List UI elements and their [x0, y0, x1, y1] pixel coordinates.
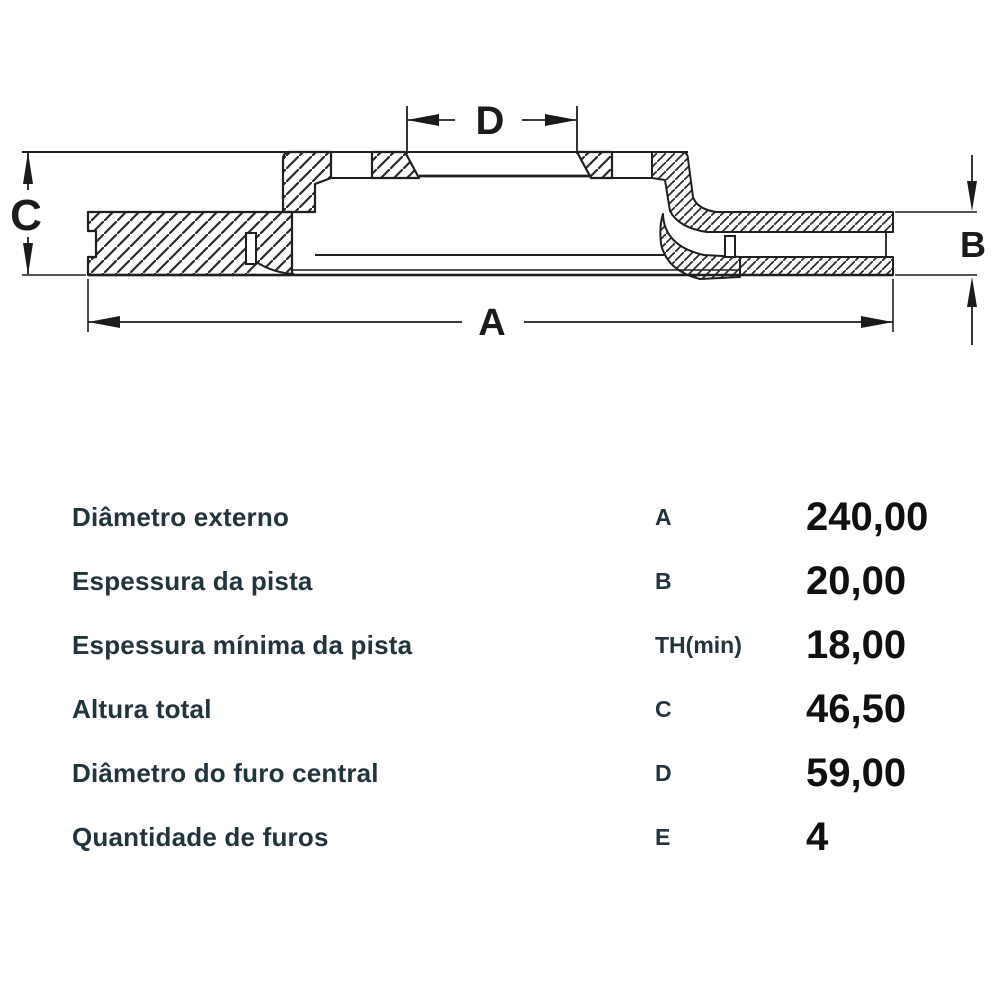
dimension-d: [407, 99, 577, 154]
spec-label: Espessura da pista: [72, 565, 313, 596]
right-section-shapes: [652, 152, 893, 279]
spec-value: 59,00: [806, 750, 907, 795]
spec-symbol: B: [655, 567, 672, 594]
arrow-left-icon: [407, 114, 439, 126]
dimension-c: [10, 152, 86, 275]
top-plate-right-segment: [577, 152, 612, 178]
spec-row: [0, 613, 1000, 677]
arrow-up-icon: [967, 277, 977, 307]
dim-label-b: B: [960, 224, 986, 265]
spec-value: 46,50: [806, 686, 907, 731]
top-plate-left-segment: [372, 152, 419, 178]
spec-value: 4: [806, 814, 829, 859]
spec-row: [0, 485, 1000, 549]
arrow-right-icon: [861, 316, 893, 328]
arrow-left-icon: [88, 316, 120, 328]
right-vane-edge: [725, 236, 735, 257]
spec-value: 18,00: [806, 622, 907, 667]
left-hub-wall-section: [283, 152, 331, 212]
spec-value: 20,00: [806, 558, 907, 603]
spec-row: [0, 805, 1000, 869]
spec-row: [0, 677, 1000, 741]
arrow-right-icon: [545, 114, 577, 126]
arrow-down-icon: [967, 181, 977, 211]
dim-label-c: C: [10, 191, 42, 240]
disc-section-shapes: [88, 152, 612, 275]
spec-symbol: C: [655, 695, 672, 722]
dimension-a: [88, 279, 893, 344]
right-bottom-plate: [740, 257, 893, 275]
spec-value: 240,00: [806, 494, 929, 539]
arrow-up-icon: [23, 152, 33, 184]
spec-symbol: E: [655, 823, 671, 850]
arrow-down-icon: [23, 243, 33, 275]
dim-label-d: D: [475, 99, 505, 143]
dim-label-a: A: [478, 302, 506, 344]
spec-label: Diâmetro externo: [72, 501, 290, 532]
brake-disc-cross-section: [0, 0, 1000, 460]
spec-symbol: TH(min): [655, 631, 742, 658]
spec-label: Quantidade de furos: [72, 821, 329, 852]
spec-label: Diâmetro do furo central: [72, 757, 379, 788]
right-hub-wall-top-plate: [652, 152, 893, 232]
spec-label: Altura total: [72, 693, 212, 724]
spec-row: [0, 741, 1000, 805]
spec-symbol: A: [655, 503, 672, 530]
dimension-b: [895, 155, 986, 345]
spec-row: [0, 549, 1000, 613]
spec-symbol: D: [655, 759, 672, 786]
left-vane-slot: [246, 233, 256, 264]
spec-table: [0, 485, 1000, 869]
spec-label: Espessura mínima da pista: [72, 629, 413, 660]
